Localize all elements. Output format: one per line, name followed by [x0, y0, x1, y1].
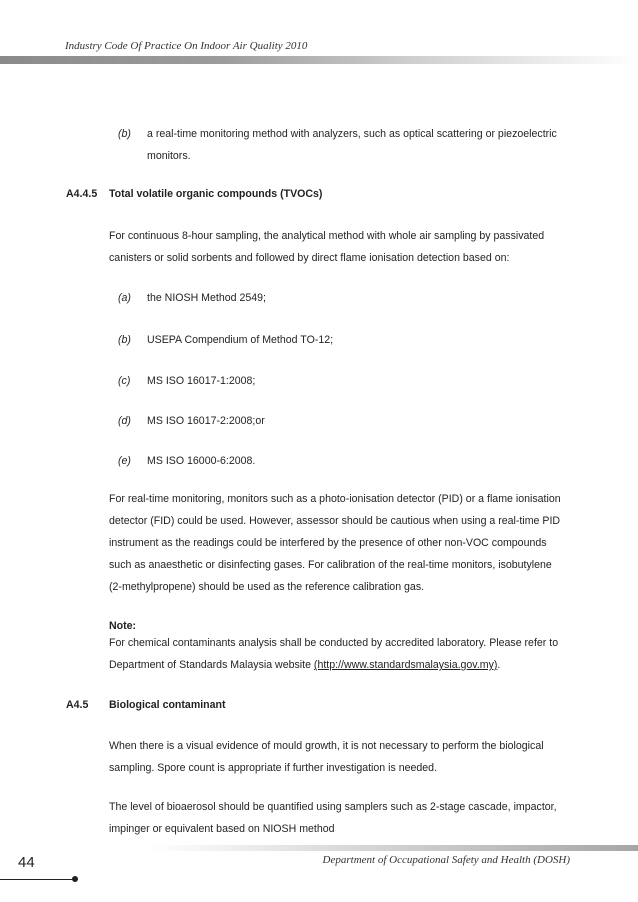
standards-link[interactable]: (http://www.standardsmalaysia.gov.my) [313, 659, 498, 671]
page-number-rule [0, 879, 74, 880]
paragraph-line: detector (FID) could be used. However, assessor should be cautious when using a real-time PID [109, 515, 561, 527]
footer-department: Department of Occupational Safety and Health (DOSH) [322, 854, 570, 866]
note-text: Department of Standards Malaysia website [109, 659, 314, 671]
paragraph-line: such as anaesthetic or disinfecting gases. For calibration of the real-time monitors, isobutylene [109, 559, 552, 571]
paragraph-line: instrument as the readings could be interfered by the presence of other non-VOC compounds [109, 537, 547, 549]
list-item-text: a real-time monitoring method with analyzers, such as optical scattering or piezoelectric [147, 128, 557, 140]
running-header: Industry Code Of Practice On Indoor Air Quality 2010 [65, 40, 308, 52]
header-rule [0, 56, 638, 64]
section-title: Biological contaminant [109, 699, 226, 711]
list-label: (a) [118, 292, 131, 304]
section-number: A4.4.5 [66, 188, 98, 200]
paragraph-line: For continuous 8-hour sampling, the analytical method with whole air sampling by passivated [109, 230, 545, 242]
list-label: (b) [118, 334, 131, 346]
footer-rule [150, 845, 638, 851]
list-item-text: the NIOSH Method 2549; [147, 292, 266, 304]
page-number-dot [72, 876, 78, 882]
paragraph-line: The level of bioaerosol should be quantified using samplers such as 2-stage cascade, impactor, [109, 801, 557, 813]
list-label: (c) [118, 375, 131, 387]
section-title: Total volatile organic compounds (TVOCs) [109, 188, 323, 200]
paragraph-line: When there is a visual evidence of mould growth, it is not necessary to perform the biological [109, 740, 544, 752]
list-item-text: MS ISO 16000-6:2008. [147, 455, 256, 467]
paragraph-line: (2-methylpropene) should be used as the reference calibration gas. [109, 581, 425, 593]
paragraph-line: impinger or equivalent based on NIOSH method [109, 823, 335, 835]
paragraph-line: sampling. Spore count is appropriate if further investigation is needed. [109, 762, 438, 774]
page-number: 44 [18, 854, 35, 871]
list-label: (d) [118, 415, 131, 427]
list-item-text: MS ISO 16017-1:2008; [147, 375, 256, 387]
paragraph-line: canisters or solid sorbents and followed by direct flame ionisation detection based on: [109, 252, 510, 264]
list-item-text: USEPA Compendium of Method TO-12; [147, 334, 334, 346]
section-number: A4.5 [66, 699, 89, 711]
note-line: For chemical contaminants analysis shall be conducted by accredited laboratory. Please refer to [109, 637, 559, 649]
paragraph-line: For real-time monitoring, monitors such as a photo-ionisation detector (PID) or a flame ionisation [109, 493, 561, 505]
note-heading: Note: [109, 620, 137, 632]
list-item-text: MS ISO 16017-2:2008;or [147, 415, 265, 427]
note-line [109, 654, 500, 676]
list-label: (b) [118, 128, 131, 140]
list-item-text: monitors. [147, 150, 191, 162]
list-label: (e) [118, 455, 131, 467]
note-text: . [497, 659, 501, 671]
